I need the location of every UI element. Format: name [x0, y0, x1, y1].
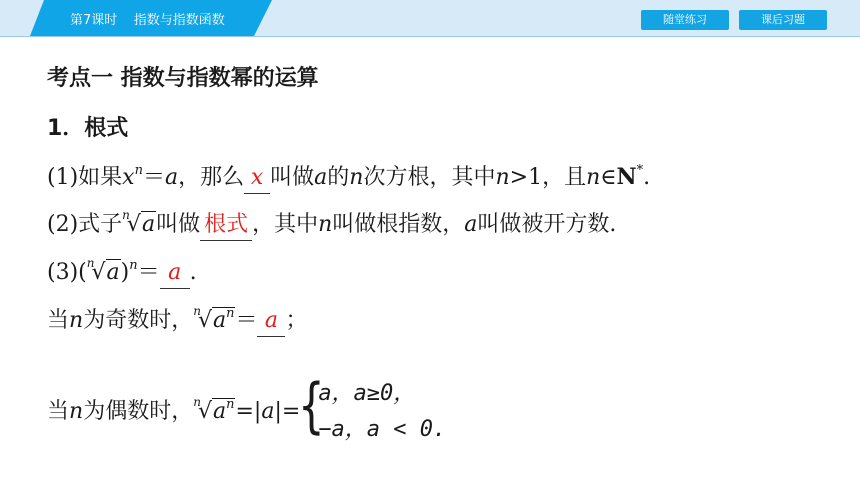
var-n: n [69, 308, 84, 333]
radicand-base: a [212, 399, 227, 424]
text: ，其中 [252, 212, 319, 237]
text: =| [235, 399, 262, 424]
text: . [189, 260, 197, 285]
homework-button[interactable]: 课后习题 [739, 10, 827, 30]
text: 的 [327, 165, 350, 190]
text: ，那么 [178, 165, 245, 190]
lesson-title: 第7课时 指数与指数函数 [70, 13, 225, 28]
var-a: a [314, 165, 328, 190]
text: 次方根，其中 [363, 165, 496, 190]
text: |= [274, 399, 301, 424]
definition-line-1 [47, 162, 650, 194]
answer-blank: 根式 [200, 210, 252, 241]
radical-sign: √ [126, 212, 141, 237]
var-a: a [261, 399, 275, 424]
text: ＝ [235, 308, 258, 333]
text: (3)( [47, 260, 87, 285]
radicand-exp: n [226, 306, 235, 321]
text: 叫做被开方数. [477, 212, 617, 237]
subsection-title: 1．根式 [47, 116, 129, 141]
text: 为偶数时， [83, 399, 194, 424]
radical-sign: √ [91, 260, 106, 285]
text: 当 [47, 308, 70, 333]
answer-blank: x [244, 163, 270, 194]
root-index: n [193, 395, 201, 409]
radicand-exp: n [226, 397, 235, 412]
text: ∈ [600, 165, 617, 190]
var-x: x [122, 165, 135, 190]
var-a: a [164, 165, 179, 190]
case-nonnegative: a，a≥0， [318, 381, 416, 406]
radical-sign: √ [197, 399, 212, 424]
exp-n: n [129, 258, 138, 273]
text: (2)式子 [47, 212, 123, 237]
star-sup: * [636, 163, 644, 178]
radicand: a [141, 212, 156, 237]
exp-n: n [134, 163, 143, 178]
left-brace: { [298, 371, 326, 441]
definition-line-3 [47, 258, 197, 289]
section-title: 考点一 指数与指数幂的运算 [47, 66, 319, 91]
text: 叫做 [270, 165, 315, 190]
text: ) [120, 260, 130, 285]
radicand: a [106, 260, 120, 285]
text: 叫做 [156, 212, 201, 237]
var-a: a [464, 212, 478, 237]
var-n: n [586, 165, 601, 190]
odd-case-line [47, 306, 308, 337]
radicand-base: a [212, 308, 227, 333]
text: ＝ [142, 165, 165, 190]
text: ＝ [137, 260, 160, 285]
piecewise-cases [298, 371, 447, 448]
root-index: n [193, 304, 201, 318]
radical-sign: √ [197, 308, 212, 333]
var-n: n [69, 399, 84, 424]
text: . [643, 165, 651, 190]
top-bar [0, 0, 860, 37]
text: 当 [47, 399, 70, 424]
radicand [212, 398, 236, 424]
text: 为奇数时， [83, 308, 194, 333]
var-n: n [349, 165, 364, 190]
text: >1，且 [509, 165, 587, 190]
root-index: n [122, 208, 130, 222]
text: ； [285, 308, 308, 333]
answer-blank: a [160, 258, 190, 289]
classroom-practice-button[interactable]: 随堂练习 [641, 10, 729, 30]
radicand [212, 307, 236, 333]
definition-line-2 [47, 210, 616, 241]
case-negative: −a，a < 0. [318, 417, 447, 442]
even-case-line [47, 371, 447, 448]
var-n: n [318, 212, 333, 237]
natural-numbers-symbol: N [616, 164, 637, 190]
text: (1)如果 [47, 165, 123, 190]
var-n: n [495, 165, 510, 190]
root-index: n [86, 256, 95, 270]
text: 叫做根指数， [332, 212, 465, 237]
answer-blank: a [257, 306, 285, 337]
